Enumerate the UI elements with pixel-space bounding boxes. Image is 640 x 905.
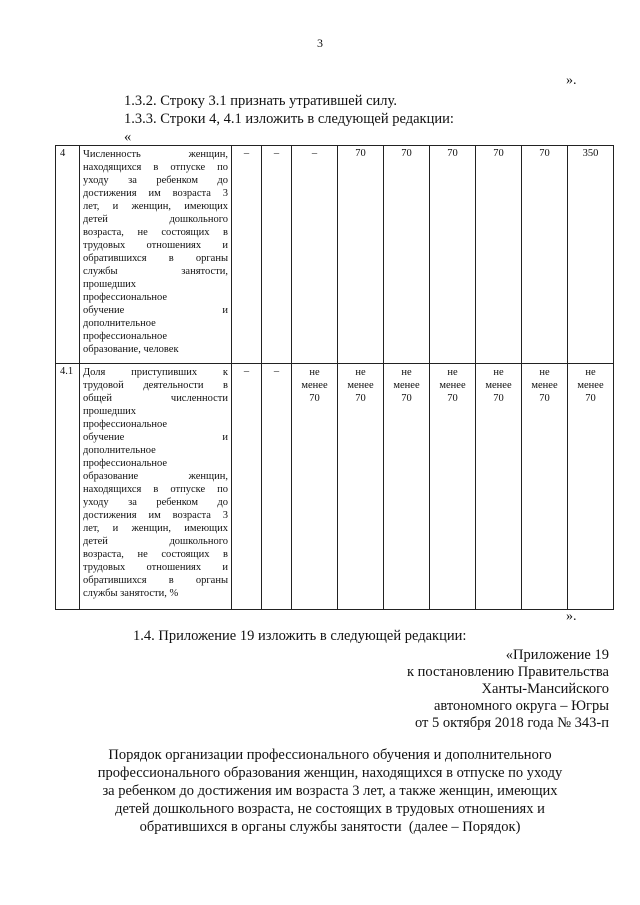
paragraph-1-3-2: 1.3.2. Строку 3.1 признать утратившей силу. [124, 93, 397, 109]
appendix-line-2: к постановлению Правительства [407, 664, 609, 680]
value-cell: не менее 70 [430, 364, 476, 610]
paragraph-1-3-3: 1.3.3. Строки 4, 4.1 изложить в следующей редакции: [124, 111, 454, 127]
row-description: Численность женщин, находящихся в отпуске по уходу за ребенком до достижения им возраста 3 лет, и женщин, имеющих детей дошкольного возраста, не состоящих в трудовых отношениях и обратившихся в органы службы занятости, прошедших профессиональное обучение и дополнительное профессиональное образование, человек [80, 146, 232, 364]
value-cell: не менее 70 [292, 364, 338, 610]
appendix-line-3: Ханты-Мансийского [481, 681, 609, 697]
closing-quote-table: ». [566, 609, 577, 624]
value-cell: не менее 70 [568, 364, 614, 610]
appendix-line-1: «Приложение 19 [505, 647, 609, 663]
procedure-heading: Порядок организации профессионального обучения и дополнительного профессионального образования женщин, находящихся в отпуске по уходу за ребенком до достижения им возраста 3 лет, а также женщин, имеющих детей дошкольного возраста, не состоящих в трудовых отношениях и обратившихся в органы службы занятости (далее – Порядок) [97, 747, 563, 835]
value-cell: 70 [384, 146, 430, 364]
page-number: 3 [317, 36, 323, 50]
value-cell: 70 [522, 146, 568, 364]
row-description: Доля приступивших к трудовой деятельности в общей численности прошедших профессиональное обучение и дополнительное профессиональное образование женщин, находящихся в отпуске по уходу за ребенком до достижения им возраста 3 лет, и женщин, имеющих детей дошкольного возраста, не состоящих в трудовых отношениях и обратившихся в органы службы занятости, % [80, 364, 232, 610]
value-cell: – [232, 364, 262, 610]
value-cell: – [292, 146, 338, 364]
paragraph-1-4: 1.4. Приложение 19 изложить в следующей редакции: [133, 628, 467, 644]
value-cell: не менее 70 [522, 364, 568, 610]
value-cell: не менее 70 [476, 364, 522, 610]
table-row-4-1 [56, 364, 614, 610]
value-cell: 350 [568, 146, 614, 364]
value-cell: – [262, 146, 292, 364]
appendix-line-5: от 5 октября 2018 года № 343-п [414, 715, 609, 731]
value-cell: не менее 70 [338, 364, 384, 610]
row-number: 4.1 [56, 364, 80, 610]
value-cell: 70 [338, 146, 384, 364]
appendix-line-4: автономного округа – Югры [433, 698, 609, 714]
indicators-table [55, 145, 614, 610]
row-number: 4 [56, 146, 80, 364]
closing-quote-top: ». [566, 73, 577, 88]
value-cell: 70 [430, 146, 476, 364]
table-row-4 [56, 146, 614, 364]
value-cell: не менее 70 [384, 364, 430, 610]
value-cell: – [262, 364, 292, 610]
value-cell: 70 [476, 146, 522, 364]
value-cell: – [232, 146, 262, 364]
opening-quote: « [124, 129, 132, 145]
